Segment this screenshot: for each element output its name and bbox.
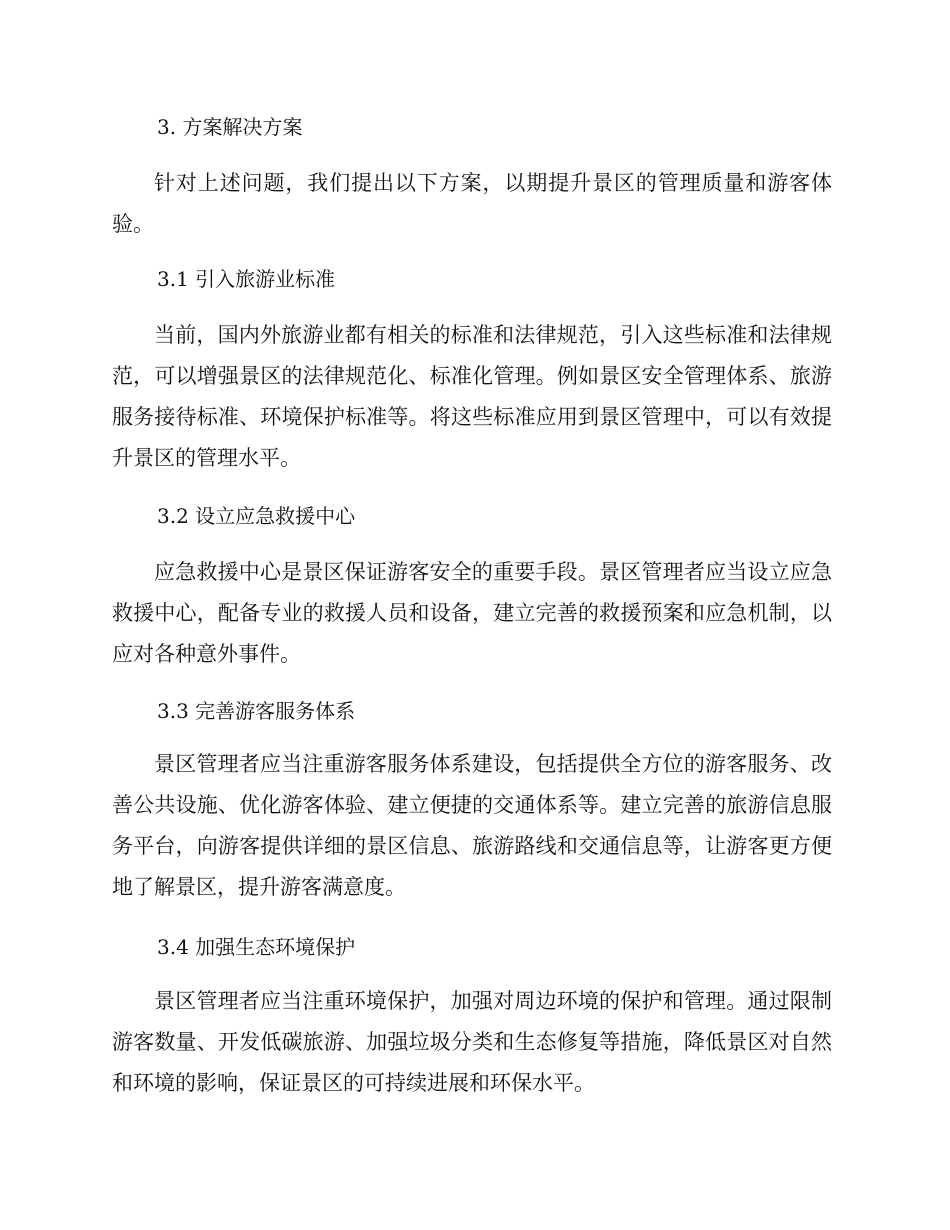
section-body-3-3: 景区管理者应当注重游客服务体系建设，包括提供全方位的游客服务、改善公共设施、优化游客体验、建立便捷的交通体系等。建立完善的旅游信息服务平台，向游客提供详细的景区信息、旅游路线和交通信息等，让游客更方便地了解景区，提升游客满意度。 [112,752,832,899]
section-heading-3: 3. 方案解决方案 [157,115,303,139]
section-heading-3-3: 3.3 完善游客服务体系 [157,699,356,723]
section-body-3-4: 景区管理者应当注重环境保护，加强对周边环境的保护和管理。通过限制游客数量、开发低碳旅游、加强垃圾分类和生态修复等措施，降低景区对自然和环境的影响，保证景区的可持续进展和环保水平。 [112,989,832,1095]
section-heading-3-4: 3.4 加强生态环境保护 [157,935,356,959]
section-heading-3-2: 3.2 设立应急救援中心 [157,504,356,528]
section-body-3-1: 当前，国内外旅游业都有相关的标准和法律规范，引入这些标准和法律规范，可以增强景区的法律规范化、标准化管理。例如景区安全管理体系、旅游服务接待标准、环境保护标准等。将这些标准应用到景区管理中，可以有效提升景区的管理水平。 [112,323,832,470]
section-body-3: 针对上述问题，我们提出以下方案，以期提升景区的管理质量和游客体验。 [112,171,832,236]
section-body-3-2: 应急救援中心是景区保证游客安全的重要手段。景区管理者应当设立应急救援中心，配备专业的救援人员和设备，建立完善的救援预案和应急机制，以应对各种意外事件。 [112,560,832,666]
section-heading-3-1: 3.1 引入旅游业标准 [157,267,336,291]
